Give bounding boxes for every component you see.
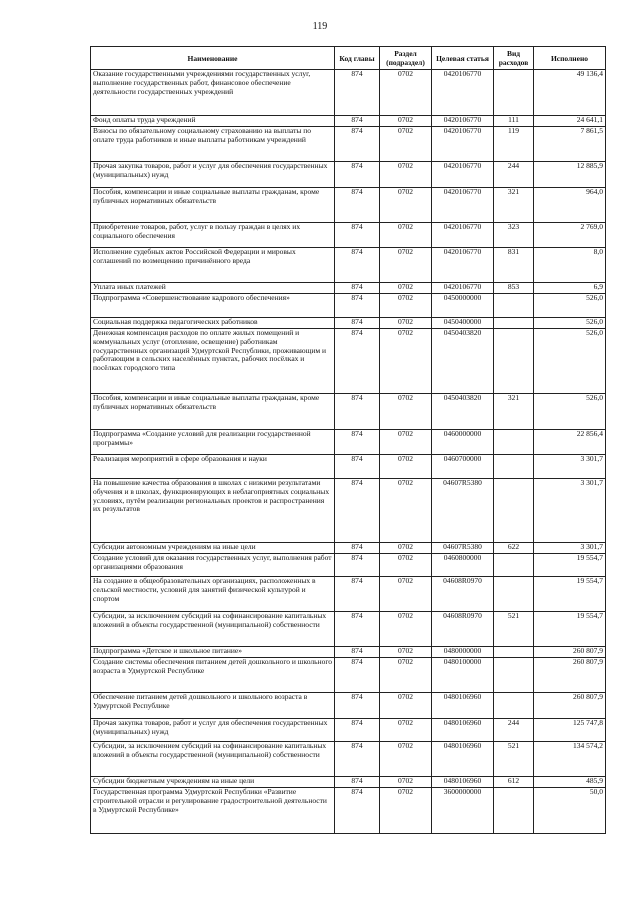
cell-type: 321 [494, 188, 534, 223]
cell-code: 874 [335, 248, 380, 283]
cell-section: 0702 [380, 318, 432, 329]
cell-target: 0460700000 [432, 455, 494, 479]
cell-done: 49 136,4 [534, 70, 606, 116]
cell-name: Субсидии, за исключением субсидий на софинансирование капитальных вложений в объекты государственной (муниципальной) собственности [91, 612, 335, 647]
cell-type [494, 647, 534, 658]
cell-name: Пособия, компенсации и иные социальные выплаты гражданам, кроме публичных нормативных обязательств [91, 394, 335, 430]
cell-name: Оказание государственными учреждениями государственных услуг, выполнение государственных работ, финансовое обеспечение деятельности государственных учреждений [91, 70, 335, 116]
header-target: Целевая статья [432, 47, 494, 70]
table-row [91, 294, 606, 318]
cell-done: 526,0 [534, 294, 606, 318]
cell-code: 874 [335, 554, 380, 577]
cell-done: 485,9 [534, 777, 606, 788]
cell-section: 0702 [380, 693, 432, 719]
cell-code: 874 [335, 188, 380, 223]
table-row [91, 394, 606, 430]
header-section: Раздел (подраздел) [380, 47, 432, 70]
cell-done: 3 301,7 [534, 543, 606, 554]
cell-type: 612 [494, 777, 534, 788]
cell-code: 874 [335, 612, 380, 647]
cell-done: 260 807,9 [534, 647, 606, 658]
cell-code: 874 [335, 577, 380, 612]
cell-type [494, 693, 534, 719]
cell-done: 8,0 [534, 248, 606, 283]
cell-done: 964,0 [534, 188, 606, 223]
cell-section: 0702 [380, 479, 432, 543]
cell-target: 0420106770 [432, 116, 494, 127]
cell-code: 874 [335, 543, 380, 554]
cell-name: Государственная программа Удмуртской Республики «Развитие строительной отрасли и регулирование градостроительной деятельности в Удмуртской Республике» [91, 788, 335, 834]
cell-type: 323 [494, 223, 534, 248]
cell-name: Подпрограмма «Совершенствование кадрового обеспечения» [91, 294, 335, 318]
cell-name: Фонд оплаты труда учреждений [91, 116, 335, 127]
cell-code: 874 [335, 430, 380, 455]
cell-name: Прочая закупка товаров, работ и услуг для обеспечения государственных (муниципальных) нужд [91, 162, 335, 188]
cell-type: 831 [494, 248, 534, 283]
table-row [91, 223, 606, 248]
cell-target: 04608R0970 [432, 612, 494, 647]
cell-target: 0460800000 [432, 554, 494, 577]
cell-name: Субсидии автономным учреждениям на иные цели [91, 543, 335, 554]
table-row [91, 116, 606, 127]
cell-code: 874 [335, 647, 380, 658]
cell-target: 0460000000 [432, 430, 494, 455]
cell-name: Уплата иных платежей [91, 283, 335, 294]
cell-code: 874 [335, 318, 380, 329]
cell-section: 0702 [380, 394, 432, 430]
cell-type: 244 [494, 719, 534, 742]
cell-type [494, 577, 534, 612]
cell-target: 0480106960 [432, 777, 494, 788]
header-code: Код главы [335, 47, 380, 70]
cell-code: 874 [335, 777, 380, 788]
cell-done: 260 807,9 [534, 658, 606, 693]
table-row [91, 543, 606, 554]
cell-type: 521 [494, 612, 534, 647]
cell-target: 0420106770 [432, 248, 494, 283]
cell-section: 0702 [380, 612, 432, 647]
cell-done: 24 641,1 [534, 116, 606, 127]
cell-type [494, 318, 534, 329]
cell-section: 0702 [380, 294, 432, 318]
cell-type [494, 329, 534, 394]
cell-done: 7 861,5 [534, 127, 606, 162]
table-body [91, 70, 606, 834]
cell-name: Денежная компенсация расходов по оплате жилых помещений и коммунальных услуг (отопление, освещение) работникам государственных организаций Удмуртской Республики, проживающим и работающим в сельских населённых пунктах, рабочих посёлках и посёлках городского типа [91, 329, 335, 394]
cell-section: 0702 [380, 543, 432, 554]
cell-name: Прочая закупка товаров, работ и услуг для обеспечения государственных (муниципальных) нужд [91, 719, 335, 742]
cell-done: 22 856,4 [534, 430, 606, 455]
cell-name: Обеспечение питанием детей дошкольного и школьного возраста в Удмуртской Республике [91, 693, 335, 719]
cell-target: 04607R5380 [432, 479, 494, 543]
cell-done: 125 747,8 [534, 719, 606, 742]
table-row [91, 658, 606, 693]
table-row [91, 742, 606, 777]
cell-section: 0702 [380, 577, 432, 612]
cell-code: 874 [335, 455, 380, 479]
cell-code: 874 [335, 479, 380, 543]
cell-code: 874 [335, 394, 380, 430]
cell-code: 874 [335, 283, 380, 294]
cell-name: Исполнение судебных актов Российской Федерации и мировых соглашений по возмещению причинённого вреда [91, 248, 335, 283]
cell-section: 0702 [380, 554, 432, 577]
cell-target: 0480106960 [432, 719, 494, 742]
table-row [91, 430, 606, 455]
cell-target: 04608R0970 [432, 577, 494, 612]
cell-type: 853 [494, 283, 534, 294]
cell-target: 0480100000 [432, 658, 494, 693]
budget-table [90, 46, 606, 834]
cell-done: 526,0 [534, 329, 606, 394]
table-row [91, 70, 606, 116]
cell-type: 119 [494, 127, 534, 162]
cell-name: Субсидии бюджетным учреждениям на иные цели [91, 777, 335, 788]
table-row [91, 612, 606, 647]
cell-target: 0420106770 [432, 188, 494, 223]
cell-type [494, 658, 534, 693]
cell-type [494, 430, 534, 455]
cell-name: Подпрограмма «Детское и школьное питание» [91, 647, 335, 658]
table-row [91, 188, 606, 223]
cell-done: 260 807,9 [534, 693, 606, 719]
cell-done: 19 554,7 [534, 577, 606, 612]
cell-type: 321 [494, 394, 534, 430]
cell-type [494, 294, 534, 318]
cell-section: 0702 [380, 223, 432, 248]
cell-section: 0702 [380, 283, 432, 294]
cell-name: Субсидии, за исключением субсидий на софинансирование капитальных вложений в объекты государственной (муниципальной) собственности [91, 742, 335, 777]
cell-target: 3600000000 [432, 788, 494, 834]
cell-type [494, 455, 534, 479]
cell-section: 0702 [380, 742, 432, 777]
cell-target: 0480106960 [432, 742, 494, 777]
cell-code: 874 [335, 693, 380, 719]
cell-code: 874 [335, 162, 380, 188]
cell-done: 526,0 [534, 318, 606, 329]
cell-done: 134 574,2 [534, 742, 606, 777]
cell-type: 111 [494, 116, 534, 127]
table-header-row [91, 47, 606, 70]
cell-section: 0702 [380, 116, 432, 127]
cell-done: 3 301,7 [534, 455, 606, 479]
table-row [91, 283, 606, 294]
cell-type: 622 [494, 543, 534, 554]
cell-target: 04607R5380 [432, 543, 494, 554]
cell-done: 3 301,7 [534, 479, 606, 543]
cell-name: Социальная поддержка педагогических работников [91, 318, 335, 329]
cell-target: 0480000000 [432, 647, 494, 658]
cell-type [494, 788, 534, 834]
cell-name: Пособия, компенсации и иные социальные выплаты гражданам, кроме публичных нормативных обязательств [91, 188, 335, 223]
cell-type: 244 [494, 162, 534, 188]
table-row [91, 577, 606, 612]
table-row [91, 127, 606, 162]
cell-target: 0420106770 [432, 223, 494, 248]
cell-type [494, 554, 534, 577]
cell-section: 0702 [380, 127, 432, 162]
cell-code: 874 [335, 742, 380, 777]
table-row [91, 719, 606, 742]
cell-code: 874 [335, 127, 380, 162]
cell-done: 12 885,9 [534, 162, 606, 188]
cell-code: 874 [335, 788, 380, 834]
cell-section: 0702 [380, 455, 432, 479]
table-row [91, 788, 606, 834]
table-row [91, 162, 606, 188]
cell-code: 874 [335, 329, 380, 394]
cell-section: 0702 [380, 658, 432, 693]
cell-section: 0702 [380, 430, 432, 455]
cell-target: 0450000000 [432, 294, 494, 318]
cell-section: 0702 [380, 777, 432, 788]
cell-section: 0702 [380, 162, 432, 188]
cell-section: 0702 [380, 788, 432, 834]
table-row [91, 777, 606, 788]
cell-name: Подпрограмма «Создание условий для реализации государственной программы» [91, 430, 335, 455]
table-row [91, 455, 606, 479]
cell-section: 0702 [380, 188, 432, 223]
cell-section: 0702 [380, 647, 432, 658]
table-row [91, 693, 606, 719]
cell-name: Взносы по обязательному социальному страхованию на выплаты по оплате труда работников и иные выплаты работникам учреждений [91, 127, 335, 162]
cell-section: 0702 [380, 70, 432, 116]
cell-name: На повышение качества образования в школах с низкими результатами обучения и в школах, функционирующих в неблагоприятных социальных условиях, путём реализации региональных проектов и распространения их результатов [91, 479, 335, 543]
table-row [91, 554, 606, 577]
cell-target: 0480106960 [432, 693, 494, 719]
table-row [91, 329, 606, 394]
cell-code: 874 [335, 70, 380, 116]
cell-type [494, 479, 534, 543]
cell-type [494, 70, 534, 116]
cell-done: 526,0 [534, 394, 606, 430]
cell-done: 6,9 [534, 283, 606, 294]
cell-code: 874 [335, 719, 380, 742]
table-row [91, 248, 606, 283]
cell-name: Реализация мероприятий в сфере образования и науки [91, 455, 335, 479]
table-row [91, 318, 606, 329]
cell-done: 50,0 [534, 788, 606, 834]
cell-name: Создание условий для оказания государственных услуг, выполнения работ организациями образования [91, 554, 335, 577]
cell-done: 19 554,7 [534, 554, 606, 577]
cell-code: 874 [335, 223, 380, 248]
cell-section: 0702 [380, 329, 432, 394]
cell-code: 874 [335, 116, 380, 127]
cell-name: На создание в общеобразовательных организациях, расположенных в сельской местности, условий для занятий физической культурой и спортом [91, 577, 335, 612]
cell-name: Приобретение товаров, работ, услуг в пользу граждан в целях их социального обеспечения [91, 223, 335, 248]
cell-target: 0420106770 [432, 127, 494, 162]
cell-name: Создание системы обеспечения питанием детей дошкольного и школьного возраста в Удмуртской Республике [91, 658, 335, 693]
cell-target: 0420106770 [432, 162, 494, 188]
cell-type: 521 [494, 742, 534, 777]
cell-code: 874 [335, 294, 380, 318]
table-row [91, 647, 606, 658]
cell-target: 0450400000 [432, 318, 494, 329]
header-done: Исполнено [534, 47, 606, 70]
table-row [91, 479, 606, 543]
cell-done: 2 769,0 [534, 223, 606, 248]
header-type: Вид расходов [494, 47, 534, 70]
cell-section: 0702 [380, 719, 432, 742]
page-number: 119 [312, 21, 328, 32]
cell-done: 19 554,7 [534, 612, 606, 647]
header-name: Наименование [91, 47, 335, 70]
cell-target: 0450403820 [432, 329, 494, 394]
cell-target: 0450403820 [432, 394, 494, 430]
cell-code: 874 [335, 658, 380, 693]
cell-target: 0420106770 [432, 70, 494, 116]
cell-target: 0420106770 [432, 283, 494, 294]
cell-section: 0702 [380, 248, 432, 283]
